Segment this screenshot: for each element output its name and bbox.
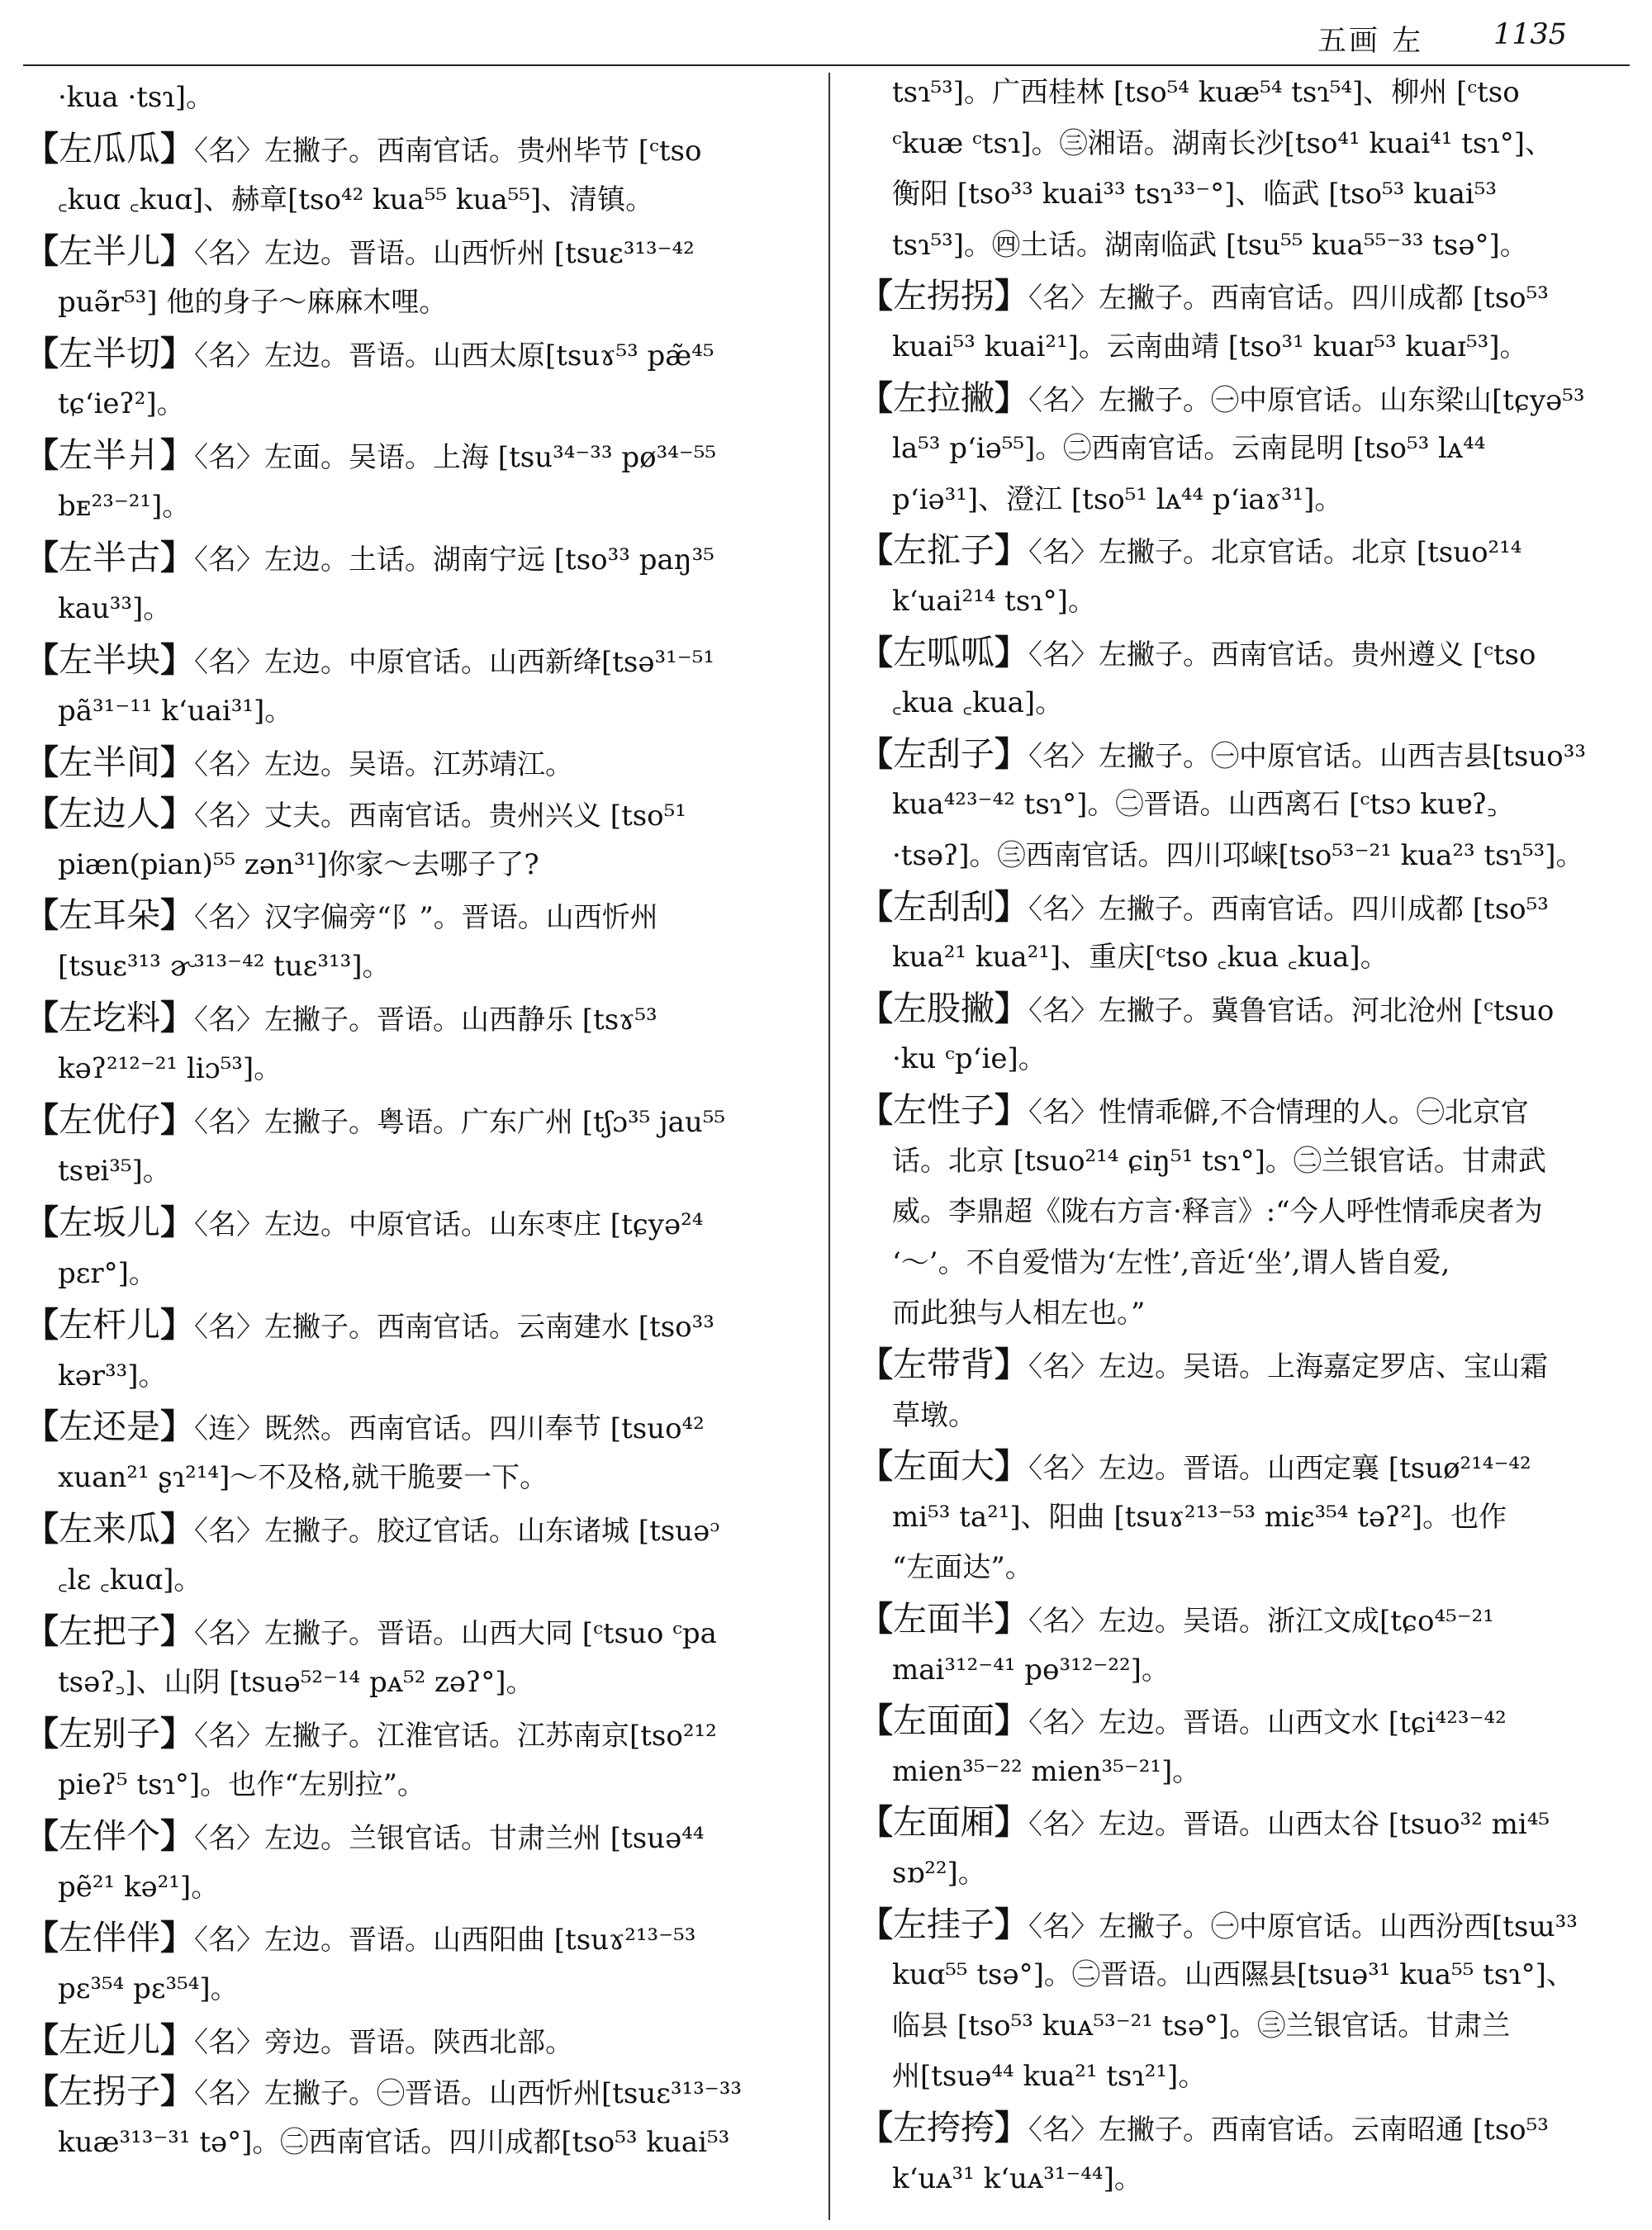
entry-text: 〈名〉左边。吴语。江苏靖江。 <box>194 748 573 781</box>
entry-headword: 【左性子】 <box>859 1090 1028 1130</box>
entry-headword: 【左半切】 <box>25 334 194 373</box>
entry-headword: 【左刮子】 <box>859 734 1028 774</box>
entry-line <box>859 2109 1549 2148</box>
entry-line <box>25 539 714 578</box>
entry-text: 〈名〉汉字偏旁“阝”。晋语。山西忻州 <box>194 901 658 934</box>
entry-line <box>25 1919 695 1958</box>
entry-line <box>859 1702 1507 1741</box>
entry-line <box>25 1204 703 1243</box>
entry-headword: 【左耳朵】 <box>25 895 194 935</box>
entry-line <box>25 130 701 169</box>
entry-continuation-line: pieʔ⁵ tsɿ°]。也作“左别拉”。 <box>58 1768 425 1801</box>
entry-continuation-line: kua²¹ kua²¹]、重庆[ᶜtso ꜀kua ꜀kua]。 <box>892 941 1389 974</box>
entry-text: 〈名〉左边。晋语。山西定襄 [tsuø²¹⁴⁻⁴² <box>1028 1452 1531 1485</box>
entry-continuation-line: 州[tsuə⁴⁴ kua²¹ tsɿ²¹]。 <box>892 2060 1207 2093</box>
entry-text: 〈名〉左撇子。㊀晋语。山西忻州[tsuɛ³¹³⁻³³ <box>194 2077 742 2110</box>
entry-text: 〈名〉左边。晋语。山西阳曲 [tsuɤ²¹³⁻⁵³ <box>194 1924 696 1957</box>
entry-headword: 【左把子】 <box>25 1611 194 1651</box>
entry-line <box>859 1346 1548 1385</box>
entry-continuation-line: puə̃r⁵³] 他的身子～麻麻木哩。 <box>58 286 448 319</box>
entry-headword: 【左杆儿】 <box>25 1305 194 1345</box>
section-title: 五画 左 <box>1317 25 1424 58</box>
entry-headword: 【左面面】 <box>859 1701 1028 1740</box>
entry-headword: 【左呱呱】 <box>859 633 1028 672</box>
entry-headword: 【左半古】 <box>25 538 194 577</box>
entry-line <box>25 2022 573 2061</box>
entry-headword: 【左瓜瓜】 <box>25 129 194 168</box>
entry-headword: 【左拉撇】 <box>859 378 1028 418</box>
entry-headword: 【左别子】 <box>25 1714 194 1753</box>
entry-continuation-line: kər³³]。 <box>58 1359 167 1393</box>
entry-line <box>25 795 686 834</box>
entry-line <box>859 1092 1529 1131</box>
entry-continuation-line: tsɐi³⁵]。 <box>58 1155 171 1188</box>
entry-continuation-line: ‘～’。不自爱惜为‘左性’,音近‘坐’,谓人皆自爱, <box>892 1246 1450 1279</box>
entry-continuation-line: kʻuᴀ³¹ kʻuᴀ³¹⁻⁴⁴]。 <box>892 2162 1142 2195</box>
entry-continuation-line: 话。北京 [tsuo²¹⁴ ɕiŋ⁵¹ tsɿ°]。㊁兰银官话。甘肃武 <box>892 1145 1546 1178</box>
entry-text: 〈名〉左撇子。西南官话。云南昭通 [tso⁵³ <box>1028 2114 1549 2147</box>
entry-text: 〈名〉左撇子。晋语。山西静乐 [tsɤ⁵³ <box>194 1004 657 1037</box>
entry-continuation-line: kuæ³¹³⁻³¹ tə°]。㊁西南官话。四川成都[tso⁵³ kuai⁵³ <box>58 2126 730 2159</box>
entry-headword: 【左伴伴】 <box>25 1918 194 1957</box>
entry-text: 〈名〉左撇子。胶辽官话。山东诸城 [tsuəᵓ <box>194 1515 719 1548</box>
entry-text: 〈名〉左撇子。西南官话。贵州遵义 [ᶜtso <box>1028 638 1536 671</box>
entry-headword: 【左边人】 <box>25 794 194 833</box>
entry-headword: 【左刮刮】 <box>859 887 1028 927</box>
entry-continuation-line: pɛ³⁵⁴ pɛ³⁵⁴]。 <box>58 1972 239 2005</box>
entry-text: 〈名〉左撇子。晋语。山西大同 [ᶜtsuo ᶜpa <box>194 1617 717 1650</box>
entry-continuation-line: sɒ²²]。 <box>892 1857 986 1890</box>
entry-line <box>25 744 573 783</box>
entry-line <box>25 1408 705 1447</box>
entry-line <box>859 532 1521 571</box>
entry-line <box>25 642 714 681</box>
entry-continuation-line: piæn(pian)⁵⁵ zən³¹]你家～去哪子了? <box>58 848 539 881</box>
entry-line <box>859 380 1585 419</box>
entry-text: 〈名〉左边。吴语。上海嘉定罗店、宝山霜 <box>1028 1350 1548 1383</box>
header-rule <box>23 64 1630 66</box>
entry-line <box>25 1613 717 1652</box>
entry-continuation-line: ᶜkuæ ᶜtsɿ]。㊂湘语。湖南长沙[tso⁴¹ kuai⁴¹ tsɿ°]、 <box>892 127 1553 160</box>
entry-headword: 【左还是】 <box>25 1407 194 1446</box>
entry-continuation-line: tsɿ⁵³]。广西桂林 [tso⁵⁴ kuæ⁵⁴ tsɿ⁵⁴]、柳州 [ᶜtso <box>892 76 1520 109</box>
entry-headword: 【左坂儿】 <box>25 1203 194 1242</box>
entry-headword: 【左圪料】 <box>25 998 194 1037</box>
entry-text: 〈名〉左撇子。㊀中原官话。山西汾西[tsɯ³³ <box>1028 1910 1578 1943</box>
entry-continuation-line: 草墩。 <box>892 1399 976 1432</box>
entry-headword: 【左拐拐】 <box>859 276 1028 316</box>
entry-line <box>25 2073 742 2112</box>
entry-continuation-line: tɕʻieʔ²]。 <box>58 387 185 420</box>
entry-headword: 【左半儿】 <box>25 231 194 271</box>
entry-headword: 【左拐子】 <box>25 2071 194 2111</box>
entry-continuation-line: tsəʔ꜆]、山阴 [tsuə⁵²⁻¹⁴ pᴀ⁵² zəʔ°]。 <box>58 1666 534 1699</box>
entry-line <box>859 1804 1550 1843</box>
entry-line <box>859 1906 1578 1945</box>
entry-continuation-line: xuan²¹ ʂɿ²¹⁴]～不及格,就干脆要一下。 <box>58 1461 548 1494</box>
entry-continuation-line: 威。李鼎超《陇右方言·释言》:“今人呼性情乖戾者为 <box>892 1195 1543 1228</box>
entry-continuation-line: mi⁵³ ta²¹]、阳曲 [tsuɤ²¹³⁻⁵³ miɛ³⁵⁴ təʔ²]。也作 <box>892 1501 1507 1534</box>
entry-line <box>859 1601 1494 1639</box>
entry-continuation-line: ·kua ·tsɿ]。 <box>58 81 214 114</box>
entry-continuation-line: tsɿ⁵³]。㊃土话。湖南临武 [tsu⁵⁵ kua⁵⁵⁻³³ tsə°]。 <box>892 229 1528 262</box>
entry-headword: 【左半爿】 <box>25 435 194 475</box>
entry-line <box>859 889 1549 928</box>
entry-text: 〈名〉左撇子。㊀中原官话。山西吉县[tsuo³³ <box>1028 740 1587 773</box>
entry-line <box>25 897 658 936</box>
entry-text: 〈名〉性情乖僻,不合情理的人。㊀北京官 <box>1028 1096 1529 1129</box>
entry-headword: 【左优仔】 <box>25 1100 194 1140</box>
entry-text: 〈名〉左边。晋语。山西太原[tsuɤ⁵³ pæ̃⁴⁵ <box>194 339 714 372</box>
entry-line <box>859 1448 1531 1487</box>
entry-continuation-line: pʻiə³¹]、澄江 [tso⁵¹ lᴀ⁴⁴ pʻiaɤ³¹]。 <box>892 483 1343 516</box>
entry-headword: 【左挎挎】 <box>859 2108 1028 2147</box>
entry-text: 〈名〉左面。吴语。上海 [tsu³⁴⁻³³ pø³⁴⁻⁵⁵ <box>194 441 717 474</box>
entry-text: 〈名〉左撇子。西南官话。云南建水 [tso³³ <box>194 1311 714 1344</box>
entry-headword: 【左股撇】 <box>859 989 1028 1028</box>
entry-continuation-line: ·tsəʔ]。㊂西南官话。四川邛崃[tso⁵³⁻²¹ kua²³ tsɿ⁵³]。 <box>892 839 1584 872</box>
page-number: 1135 <box>1493 18 1568 51</box>
entry-line <box>25 1715 717 1754</box>
entry-continuation-line: ꜀lɛ ꜀kuɑ]。 <box>58 1563 202 1597</box>
entry-line <box>859 278 1549 316</box>
entry-headword: 【左带背】 <box>859 1345 1028 1384</box>
entry-continuation-line: kəʔ²¹²⁻²¹ liɔ⁵³]。 <box>58 1052 282 1085</box>
entry-continuation-line: mai³¹²⁻⁴¹ pɵ³¹²⁻²²]。 <box>892 1654 1170 1687</box>
entry-continuation-line: 衡阳 [tso³³ kuai³³ tsɿ³³⁻°]、临武 [tso⁵³ kuai⁵³ <box>892 178 1498 211</box>
column-divider <box>828 73 830 2220</box>
entry-continuation-line: [tsuɛ³¹³ ɚ³¹³⁻⁴² tuɛ³¹³]。 <box>58 950 391 983</box>
entry-text: 〈名〉左边。晋语。山西太谷 [tsuo³² mi⁴⁵ <box>1028 1808 1550 1841</box>
entry-text: 〈名〉左边。晋语。山西忻州 [tsuɛ³¹³⁻⁴² <box>194 237 695 270</box>
entry-text: 〈名〉左边。晋语。山西文水 [tɕi⁴²³⁻⁴² <box>1028 1706 1507 1739</box>
entry-text: 〈连〉既然。西南官话。四川奉节 [tsuo⁴² <box>194 1412 705 1445</box>
entry-headword: 【左半块】 <box>25 640 194 680</box>
entry-headword: 【左㧟子】 <box>859 530 1028 570</box>
entry-line <box>25 1511 719 1549</box>
entry-continuation-line: 而此独与人相左也。” <box>892 1297 1146 1330</box>
entry-continuation-line: pẽ²¹ kə²¹]。 <box>58 1871 220 1904</box>
entry-text: 〈名〉旁边。晋语。陕西北部。 <box>194 2026 573 2059</box>
entry-headword: 【左半间】 <box>25 743 194 782</box>
entry-continuation-line: kuɑ⁵⁵ tsə°]。㊁晋语。山西隰县[tsuə³¹ kua⁵⁵ tsɿ°]、 <box>892 1958 1574 1991</box>
entry-text: 〈名〉丈夫。西南官话。贵州兴义 [tso⁵¹ <box>194 799 686 833</box>
entry-continuation-line: ·ku ᶜpʻie]。 <box>892 1042 1047 1075</box>
entry-text: 〈名〉左撇子。㊀中原官话。山东梁山[tɕyə⁵³ <box>1028 384 1585 417</box>
entry-text: 〈名〉左撇子。西南官话。四川成都 [tso⁵³ <box>1028 282 1549 315</box>
entry-text: 〈名〉左边。兰银官话。甘肃兰州 [tsuə⁴⁴ <box>194 1822 705 1855</box>
entry-text: 〈名〉左撇子。西南官话。贵州毕节 [ᶜtso <box>194 135 702 168</box>
entry-line <box>25 233 695 272</box>
entry-text: 〈名〉左边。中原官话。山西新绛[tsə³¹⁻⁵¹ <box>194 646 714 679</box>
entry-continuation-line: 临县 [tso⁵³ kuᴀ⁵³⁻²¹ tsə°]。㊂兰银官话。甘肃兰 <box>892 2009 1511 2043</box>
entry-continuation-line: pã³¹⁻¹¹ kʻuai³¹]。 <box>58 695 293 728</box>
entry-line <box>25 1818 704 1857</box>
entry-text: 〈名〉左边。中原官话。山东枣庄 [tɕyə²⁴ <box>194 1208 704 1241</box>
entry-headword: 【左伴个】 <box>25 1816 194 1856</box>
entry-continuation-line: pɛr°]。 <box>58 1257 157 1290</box>
entry-continuation-line: la⁵³ pʻiə⁵⁵]。㊁西南官话。云南昆明 [tso⁵³ lᴀ⁴⁴ <box>892 432 1486 465</box>
entry-continuation-line: bᴇ²³⁻²¹]。 <box>58 490 191 523</box>
entry-text: 〈名〉左撇子。冀鲁官话。河北沧州 [ᶜtsuo <box>1028 994 1555 1027</box>
page-header <box>0 0 1652 74</box>
entry-text: 〈名〉左撇子。西南官话。四川成都 [tso⁵³ <box>1028 893 1549 926</box>
entry-continuation-line: ꜀kua ꜀kua]。 <box>892 686 1064 719</box>
entry-text: 〈名〉左撇子。北京官话。北京 [tsuo²¹⁴ <box>1028 536 1522 569</box>
entry-headword: 【左面厢】 <box>859 1802 1028 1842</box>
entry-line <box>859 634 1536 673</box>
entry-headword: 【左来瓜】 <box>25 1509 194 1549</box>
entry-headword: 【左面大】 <box>859 1446 1028 1486</box>
entry-continuation-line: “左面达”。 <box>892 1551 1033 1584</box>
entry-line <box>25 1307 714 1345</box>
entry-continuation-line: ꜀kuɑ ꜀kuɑ]、赫章[tso⁴² kua⁵⁵ kua⁵⁵]、清镇。 <box>58 183 654 216</box>
entry-line <box>25 1102 725 1141</box>
entry-line <box>859 990 1554 1029</box>
entry-line <box>25 437 716 476</box>
entry-text: 〈名〉左撇子。粤语。广东广州 [tʃɔ³⁵ jau⁵⁵ <box>194 1106 726 1139</box>
entry-continuation-line: kʻuai²¹⁴ tsɿ°]。 <box>892 585 1096 618</box>
entry-continuation-line: mien³⁵⁻²² mien³⁵⁻²¹]。 <box>892 1755 1201 1788</box>
entry-headword: 【左面半】 <box>859 1599 1028 1639</box>
entry-line <box>25 999 657 1038</box>
entry-line <box>25 335 714 374</box>
entry-headword: 【左近儿】 <box>25 2020 194 2060</box>
entry-line <box>859 736 1586 775</box>
entry-continuation-line: kuai⁵³ kuai²¹]。云南曲靖 [tso³¹ kuaɪ⁵³ kuaɪ⁵³]。 <box>892 330 1528 363</box>
entry-text: 〈名〉左边。土话。湖南宁远 [tso³³ paŋ³⁵ <box>194 543 714 576</box>
entry-continuation-line: kua⁴²³⁻⁴² tsɿ°]。㊁晋语。山西离石 [ᶜtsɔ kuɐʔ꜆ <box>892 788 1498 821</box>
entry-continuation-line: kau³³]。 <box>58 592 172 625</box>
entry-text: 〈名〉左边。吴语。浙江文成[tɕo⁴⁵⁻²¹ <box>1028 1605 1494 1638</box>
entry-headword: 【左挂子】 <box>859 1905 1028 1944</box>
entry-text: 〈名〉左撇子。江淮官话。江苏南京[tso²¹² <box>194 1720 717 1753</box>
